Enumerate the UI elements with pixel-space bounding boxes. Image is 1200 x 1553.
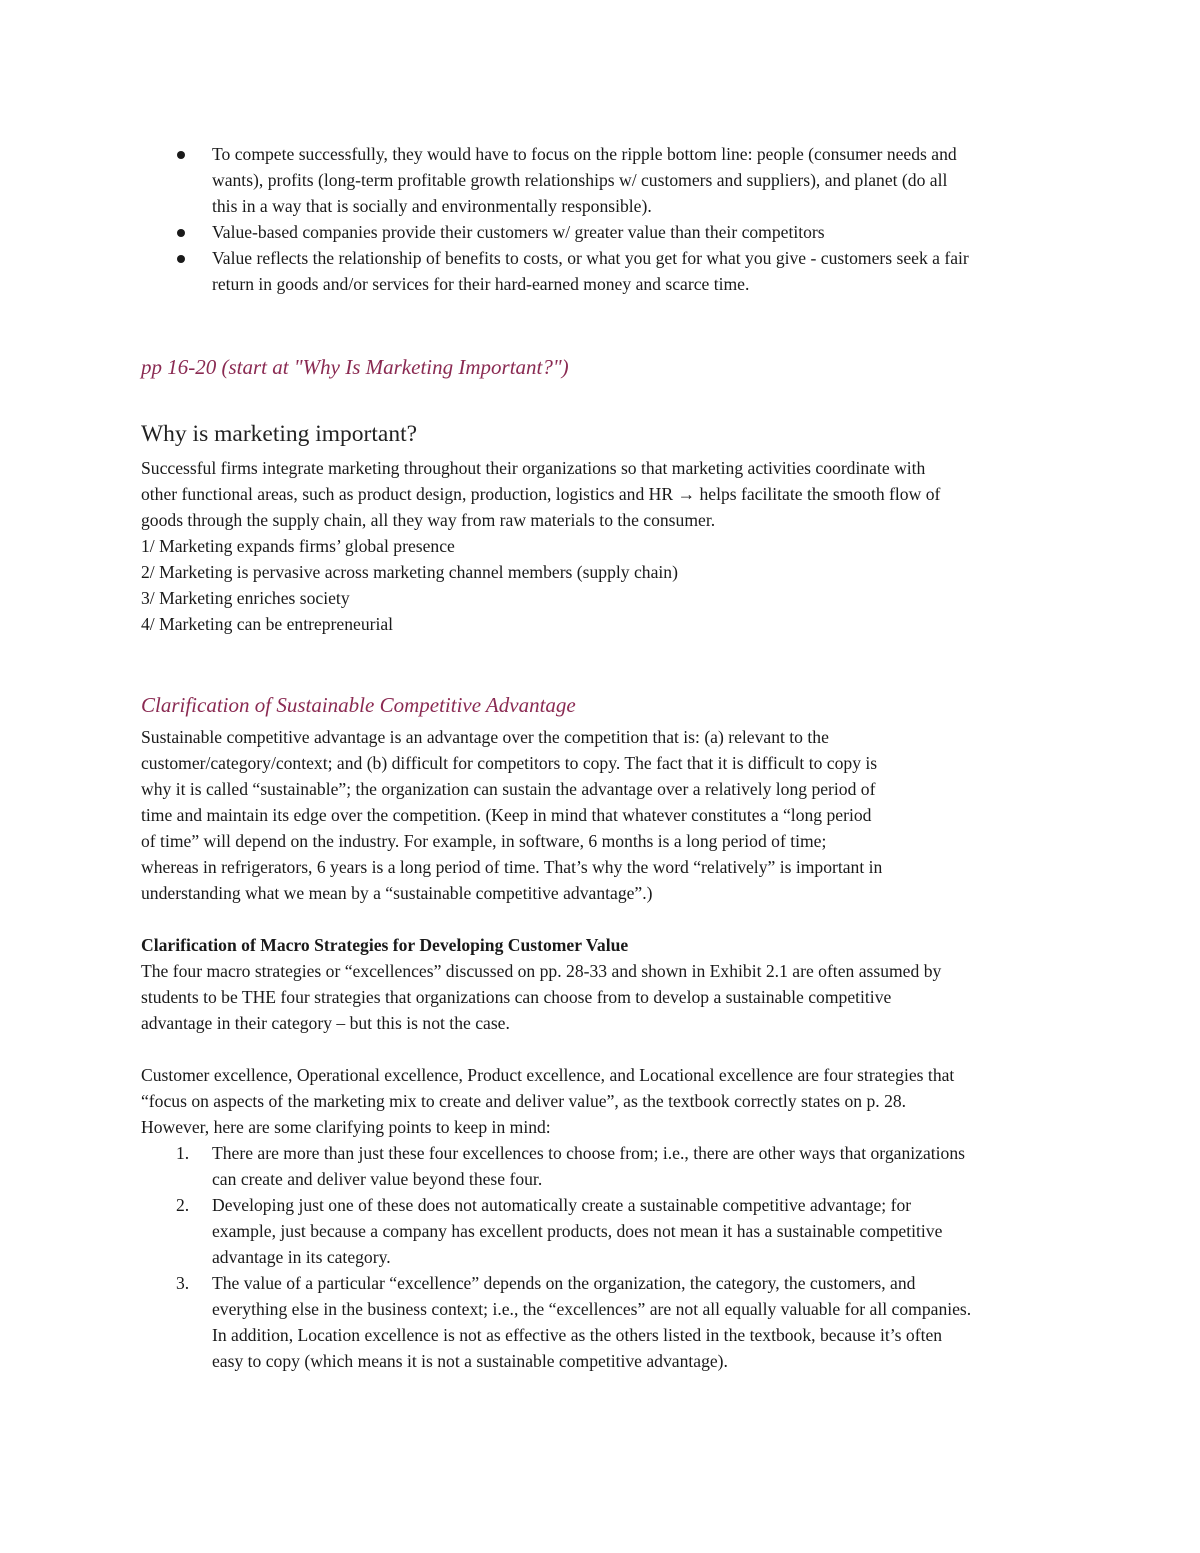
- text-line: why it is called “sustainable”; the organization can sustain the advantage over a relatively long period of: [141, 779, 876, 799]
- sca-heading: Clarification of Sustainable Competitive Advantage: [141, 693, 576, 717]
- text-line: goods through the supply chain, all they way from raw materials to the consumer.: [141, 510, 716, 530]
- why-marketing-heading: Why is marketing important?: [141, 421, 418, 447]
- text-line: To compete successfully, they would have to focus on the ripple bottom line: people (consumer needs and: [212, 144, 957, 164]
- text-line: example, just because a company has excellent products, does not mean it has a sustainable competitive: [212, 1221, 943, 1241]
- list-item: [141, 219, 1061, 245]
- text-line: Successful firms integrate marketing throughout their organizations so that marketing activities coordinate with: [141, 458, 926, 478]
- text-line: other functional areas, such as product design, production, logistics and HR → helps facilitate the smooth flow of: [141, 484, 941, 504]
- point-line: 1/ Marketing expands firms’ global presence: [141, 536, 455, 556]
- text-line: Sustainable competitive advantage is an advantage over the competition that is: (a) relevant to the: [141, 727, 829, 747]
- clarifying-points-list: [141, 1140, 1061, 1374]
- point-line: 2/ Marketing is pervasive across marketing channel members (supply chain): [141, 562, 678, 582]
- text-line: advantage in their category – but this is not the case.: [141, 1013, 510, 1033]
- list-item: [141, 1270, 1061, 1374]
- bullet-icon: [177, 255, 185, 263]
- paragraph-spacer: [141, 1036, 1061, 1062]
- text-line: everything else in the business context; i.e., the “excellences” are not all equally valuable for all companies.: [212, 1299, 972, 1319]
- text-line: wants), profits (long-term profitable growth relationships w/ customers and suppliers), and planet (do all: [212, 170, 948, 190]
- list-item: [141, 141, 1061, 219]
- text-line: However, here are some clarifying points to keep in mind:: [141, 1117, 551, 1137]
- bullet-icon: [177, 151, 185, 159]
- text-line: time and maintain its edge over the competition. (Keep in mind that whatever constitutes a “long period: [141, 805, 872, 825]
- text-line: return in goods and/or services for their hard-earned money and scarce time.: [212, 274, 750, 294]
- bullet-icon: [177, 229, 185, 237]
- macro-strategies-heading: Clarification of Macro Strategies for Developing Customer Value: [141, 935, 629, 955]
- excellences-paragraph: [141, 1062, 1061, 1140]
- list-item: [141, 245, 1061, 297]
- text-line: The four macro strategies or “excellences” discussed on pp. 28-33 and shown in Exhibit 2.1 are often assumed by: [141, 961, 942, 981]
- text-line: The value of a particular “excellence” depends on the organization, the category, the customers, and: [212, 1273, 916, 1293]
- text-line: easy to copy (which means it is not a sustainable competitive advantage).: [212, 1351, 728, 1371]
- list-number: 3.: [176, 1273, 190, 1293]
- text-line: Value reflects the relationship of benefits to costs, or what you get for what you give - customers seek a fair: [212, 248, 969, 268]
- text-line: this in a way that is socially and environmentally responsible).: [212, 196, 652, 216]
- macro-strategies-paragraph: [141, 958, 1061, 1036]
- pp-reading-heading: pp 16-20 (start at "Why Is Marketing Important?"): [141, 355, 569, 379]
- text-line: understanding what we mean by a “sustainable competitive advantage”.): [141, 883, 653, 903]
- point-line: 4/ Marketing can be entrepreneurial: [141, 614, 394, 634]
- document-content: [141, 141, 1061, 1374]
- text-line: There are more than just these four excellences to choose from; i.e., there are other ways that organizations: [212, 1143, 965, 1163]
- list-number: 1.: [176, 1143, 190, 1163]
- text-line: can create and deliver value beyond these four.: [212, 1169, 543, 1189]
- list-number: 2.: [176, 1195, 190, 1215]
- text-line: Value-based companies provide their customers w/ greater value than their competitors: [212, 222, 825, 242]
- why-marketing-paragraph: [141, 455, 1061, 637]
- list-item: [141, 1140, 1061, 1192]
- text-line: advantage in its category.: [212, 1247, 391, 1267]
- text-line: In addition, Location excellence is not as effective as the others listed in the textbook, because it’s often: [212, 1325, 943, 1345]
- text-line: Developing just one of these does not automatically create a sustainable competitive advantage; for: [212, 1195, 912, 1215]
- text-line: “focus on aspects of the marketing mix to create and deliver value”, as the textbook correctly states on p. 28.: [141, 1091, 907, 1111]
- point-line: 3/ Marketing enriches society: [141, 588, 350, 608]
- text-line: of time” will depend on the industry. For example, in software, 6 months is a long period of time;: [141, 831, 827, 851]
- text-line: whereas in refrigerators, 6 years is a long period of time. That’s why the word “relatively” is important in: [141, 857, 883, 877]
- list-item: [141, 1192, 1061, 1270]
- text-line: students to be THE four strategies that organizations can choose from to develop a sustainable competitive: [141, 987, 892, 1007]
- sca-paragraph: [141, 724, 1061, 906]
- text-line: customer/category/context; and (b) difficult for competitors to copy. The fact that it is difficult to copy is: [141, 753, 878, 773]
- intro-bullet-list: [141, 141, 1061, 297]
- text-line: Customer excellence, Operational excellence, Product excellence, and Locational excellence are four strategies that: [141, 1065, 955, 1085]
